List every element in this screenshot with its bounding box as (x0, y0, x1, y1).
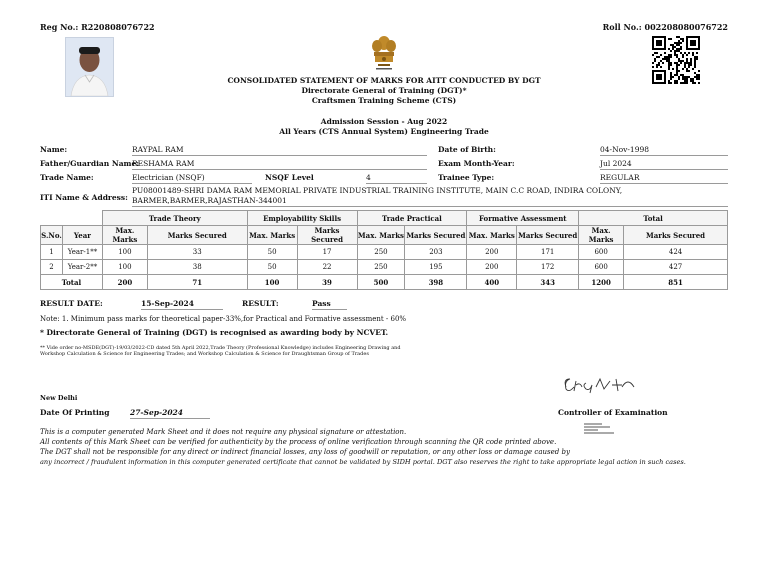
table-cell: 1 (41, 245, 63, 260)
col-max: Max. Marks (467, 226, 517, 245)
registration-number: Reg No.: R220808076722 (40, 22, 155, 32)
table-cell: 398 (405, 275, 467, 290)
disclaimer (40, 427, 730, 467)
table-cell: Year-2** (62, 260, 102, 275)
note-vide-order (40, 345, 730, 357)
group-trade-theory: Trade Theory (102, 211, 247, 226)
trade-name-label: Trade Name: (40, 173, 94, 182)
group-formative-assessment: Formative Assessment (467, 211, 579, 226)
document-subtitle-dgt: Directorate General of Training (DGT)* (301, 86, 467, 95)
place-of-issue: New Delhi (40, 394, 78, 402)
exam-month-label: Exam Month-Year: (438, 159, 515, 168)
result-value: Pass (312, 299, 347, 310)
table-cell: 500 (357, 275, 405, 290)
table-cell: 427 (624, 260, 728, 275)
document-title: CONSOLIDATED STATEMENT OF MARKS FOR AITT CONDUCTED BY DGT (227, 76, 541, 85)
iti-address-line2: BARMER,BARMER,RAJASTHAN-344001 (132, 196, 728, 207)
iti-name-label: ITI Name & Address: (40, 193, 128, 202)
table-cell: 203 (405, 245, 467, 260)
table-column-header (41, 226, 728, 245)
col-secured: Marks Secured (297, 226, 357, 245)
col-secured: Marks Secured (624, 226, 728, 245)
disclaimer-line: The DGT shall not be responsible for any direct or indirect financial losses, any loss of goodwill or reputation, or any other loss or damage caused by (40, 448, 570, 456)
iti-address-line1: PU08001489-SHRI DAMA RAM MEMORIAL PRIVATE INDUSTRIAL TRAINING INSTITUTE, MAIN C.C ROAD, INDIRA COLONY, (132, 186, 623, 195)
document-subtitle-cts: Craftsmen Training Scheme (CTS) (311, 96, 457, 105)
table-cell: 600 (579, 260, 624, 275)
disclaimer-line: This is a computer generated Mark Sheet and it does not require any physical signature or attestation. (40, 428, 407, 436)
result-date-value: 15-Sep-2024 (141, 299, 223, 310)
table-cell: 250 (357, 245, 405, 260)
father-name-value: RESHAMA RAM (132, 159, 427, 170)
table-cell: 38 (147, 260, 247, 275)
table-cell: 39 (297, 275, 357, 290)
table-cell: 50 (247, 245, 297, 260)
table-total-row (41, 275, 728, 290)
table-cell: Year-1** (62, 245, 102, 260)
table-cell: 200 (467, 260, 517, 275)
col-max: Max. Marks (357, 226, 405, 245)
result-label: RESULT: (242, 299, 279, 308)
dob-label: Date of Birth: (438, 145, 496, 154)
table-cell: 33 (147, 245, 247, 260)
trade-name-value: Electrician (NSQF) (132, 173, 252, 184)
table-cell: 250 (357, 260, 405, 275)
table-cell: 71 (147, 275, 247, 290)
note-vide-order-line1: ** Vide order no-MSDE(DGT)-19/03/2022-CD dated 5th April 2022,Trade Theory (Professional Knowledge) includes Engineering Drawing and (40, 345, 401, 351)
table-group-header (41, 211, 728, 226)
date-of-printing-value: 27-Sep-2024 (130, 408, 210, 419)
col-max: Max. Marks (579, 226, 624, 245)
table-row (41, 260, 728, 275)
group-employability-skills: Employability Skills (247, 211, 357, 226)
table-cell: 600 (579, 245, 624, 260)
exam-month-value: Jul 2024 (600, 159, 728, 170)
disclaimer-line: any incorrect / fraudulent information in this computer generated certificate that cannot be validated by SIDH portal. DGT also reserves the right to take appropriate legal action in such cases. (40, 458, 686, 466)
disclaimer-line: All contents of this Mark Sheet can be verified for authenticity by the process of online verification through scanning the QR code printed above. (40, 438, 557, 446)
marks-table (40, 210, 728, 290)
table-cell: 343 (517, 275, 579, 290)
controller-signature-icon (560, 373, 640, 395)
group-trade-practical: Trade Practical (357, 211, 467, 226)
table-cell: 100 (247, 275, 297, 290)
table-row (41, 245, 728, 260)
trainee-type-value: REGULAR (600, 173, 728, 184)
note-vide-order-line2: Workshop Calculation & Science for Engineering Trades; and Workshop Calculation & Science for Draughtsman Group of Trades (40, 351, 369, 357)
col-secured: Marks Secured (517, 226, 579, 245)
national-emblem-icon (369, 34, 399, 76)
col-year: Year (62, 226, 102, 245)
table-cell: 424 (624, 245, 728, 260)
table-cell: 200 (102, 275, 147, 290)
table-cell: 50 (247, 260, 297, 275)
col-max: Max. Marks (247, 226, 297, 245)
group-total: Total (579, 211, 728, 226)
table-cell: 851 (624, 275, 728, 290)
name-value: RAYPAL RAM (132, 145, 427, 156)
total-label: Total (41, 275, 103, 290)
nsqf-level-label: NSQF Level (265, 173, 314, 182)
session-description: All Years (CTS Annual System) Engineering Trade (279, 127, 489, 136)
table-cell: 22 (297, 260, 357, 275)
table-cell: 195 (405, 260, 467, 275)
table-cell: 100 (102, 260, 147, 275)
table-cell: 2 (41, 260, 63, 275)
col-max: Max. Marks (102, 226, 147, 245)
admission-session: Admission Session - Aug 2022 (320, 117, 448, 126)
col-sno: S.No. (41, 226, 63, 245)
table-cell: 400 (467, 275, 517, 290)
table-cell: 100 (102, 245, 147, 260)
name-label: Name: (40, 145, 68, 154)
dob-value: 04-Nov-1998 (600, 145, 728, 156)
result-date-label: RESULT DATE: (40, 299, 103, 308)
col-secured: Marks Secured (405, 226, 467, 245)
table-cell: 17 (297, 245, 357, 260)
nsqf-level-value: 4 (366, 173, 427, 184)
table-cell: 200 (467, 245, 517, 260)
father-name-label: Father/Guardian Name: (40, 159, 140, 168)
table-cell: 1200 (579, 275, 624, 290)
note-pass-marks: Note: 1. Minimum pass marks for theoretical paper-33%,for Practical and Formative assessment - 60% (40, 315, 407, 323)
table-cell: 172 (517, 260, 579, 275)
roll-number: Roll No.: 002208080076722 (602, 22, 728, 32)
note-ncvet: * Directorate General of Training (DGT) is recognised as awarding body by NCVET. (40, 328, 389, 337)
trainee-type-label: Trainee Type: (438, 173, 495, 182)
table-cell: 171 (517, 245, 579, 260)
date-of-printing-label: Date Of Printing (40, 408, 110, 417)
iti-address (132, 186, 728, 207)
controller-of-examination: Controller of Examination (558, 408, 668, 417)
col-secured: Marks Secured (147, 226, 247, 245)
